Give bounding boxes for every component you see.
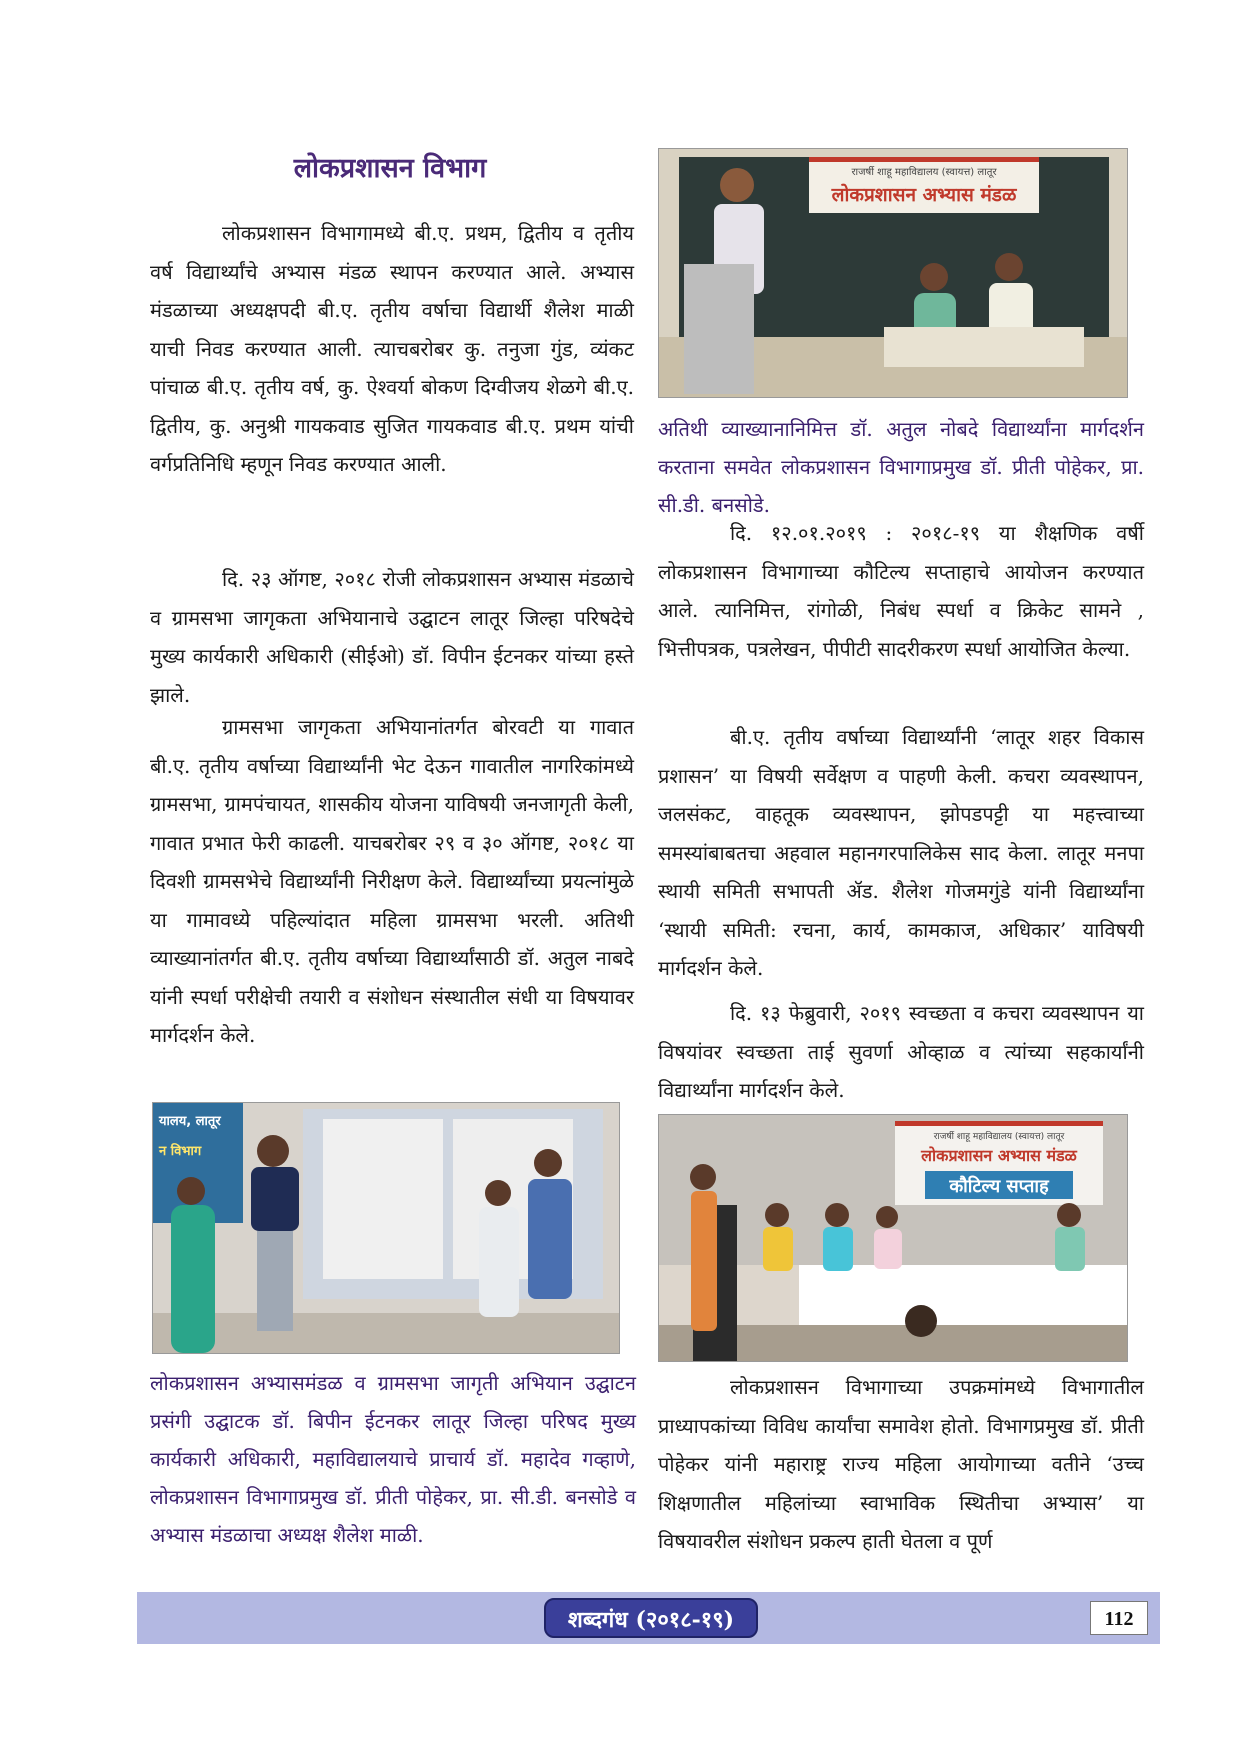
right-paragraph-3: दि. १३ फेब्रुवारी, २०१९ स्वच्छता व कचरा व्यवस्थापन या विषयांवर स्वच्छता ताई सुवर्णा ओव्हाळ व त्यांच्या सहकार्यांनी विद्यार्थ्यांना मार्गदर्शन केले. (658, 1001, 1144, 1102)
page-number: 112 (1090, 1601, 1148, 1635)
photo3-banner-line3: कौटिल्य सप्ताह (949, 1176, 1049, 1197)
right-paragraph-1: दि. १२.०१.२०१९ : २०१८-१९ या शैक्षणिक वर्षी लोकप्रशासन विभागाच्या कौटिल्य सप्ताहाचे आयोजन करण्यात आले. त्यानिमित्त, रांगोळी, निबंध स्पर्धा व क्रिकेट सामने , भित्तीपत्रक, पत्रलेखन, पीपीटी सादरीकरण स्पर्धा आयोजित केल्या. (658, 521, 1144, 661)
photo-inauguration-image (153, 1103, 619, 1353)
photo3-banner-line1: राजर्षी शाहू महाविद्यालय (स्वायत्त) लातूर (933, 1132, 1065, 1142)
right-paragraph-2: बी.ए. तृतीय वर्षाच्या विद्यार्थ्यांनी ‘लातूर शहर विकास प्रशासन’ या विषयी सर्वेक्षण व पाहणी केली. कचरा व्यवस्थापन, जलसंकट, वाहतूक व्यवस्थापन, झोपडपट्टी या महत्त्वाच्या समस्यांबाबतचा अहवाल महानगरपालिकेस साद केला. लातूर मनपा स्थायी समिती सभापती ॲड. शैलेश गोजमगुंडे यांनी विद्यार्थ्यांना ‘स्थायी समिती: रचना, कार्य, कामकाज, अधिकार’ याविषयी मार्गदर्शन केले. (658, 725, 1144, 980)
photo3-banner-line2: लोकप्रशासन अभ्यास मंडळ (921, 1146, 1077, 1165)
photo2-banner-line1: यालय, लातूर (159, 1114, 221, 1129)
photo2-banner-line2: न विभाग (159, 1144, 202, 1159)
photo1-banner-line1: राजर्षी शाहू महाविद्यालय (स्वायत्त) लातूर (851, 167, 997, 178)
photo-kautilya-week (658, 1114, 1128, 1362)
magazine-name: शब्दगंध (२०१८-१९) (544, 1598, 758, 1638)
left-paragraph-3: ग्रामसभा जागृकता अभियानांतर्गत बोरवटी या गावात बी.ए. तृतीय वर्षाच्या विद्यार्थ्यांनी भेट देऊन गावातील नागरिकांमध्ये ग्रामसभा, ग्रामपंचायत, शासकीय योजना याविषयी जनजागृती केली, गावात प्रभात फेरी काढली. याचबरोबर २९ व ३० ऑगष्ट, २०१८ या दिवशी ग्रामसभेचे विद्यार्थ्यांनी निरीक्षण केले. विद्यार्थ्यांच्या प्रयत्नांमुळे या गामावध्ये पहिल्यांदात महिला ग्रामसभा भरली. अतिथी व्याख्यानांतर्गत बी.ए. तृतीय वर्षाच्या विद्यार्थ्यांसाठी डॉ. अतुल नाबदे यांनी स्पर्धा परीक्षेची तयारी व संशोधन संस्थातील संधी या विषयावर मार्गदर्शन केले. (150, 715, 634, 1047)
section-title: लोकप्रशासन विभाग (293, 153, 487, 184)
photo-guest-lecture-image (659, 149, 1127, 397)
photo1-banner-line2: लोकप्रशासन अभ्यास मंडळ (831, 184, 1017, 206)
photo-kautilya-week-image (659, 1115, 1127, 1361)
right-paragraph-4: लोकप्रशासन विभागाच्या उपक्रमांमध्ये विभागातील प्राध्यापकांच्या विविध कार्यांचा समावेश होतो. विभागप्रमुख डॉ. प्रीती पोहेकर यांनी महाराष्ट्र राज्य महिला आयोगाच्या वतीने ‘उच्च शिक्षणातील महिलांच्या स्वाभाविक स्थितीचा अभ्यास’ या विषयावरील संशोधन प्रकल्प हाती घेतला व पूर्ण (658, 1375, 1144, 1553)
left-paragraph-1: लोकप्रशासन विभागामध्ये बी.ए. प्रथम, द्वितीय व तृतीय वर्ष विद्यार्थ्यांचे अभ्यास मंडळ स्थापन करण्यात आले. अभ्यास मंडळाच्या अध्यक्षपदी बी.ए. तृतीय वर्षाचा विद्यार्थी शैलेश माळी याची निवड करण्यात आली. त्याचबरोबर कु. तनुजा गुंड, व्यंकट पांचाळ बी.ए. तृतीय वर्ष, कु. ऐश्वर्या बोकण दिग्वीजय शेळगे बी.ए. द्वितीय, कु. अनुश्री गायकवाड सुजित गायकवाड बी.ए. प्रथम यांची वर्गप्रतिनिधि म्हणून निवड करण्यात आली. (150, 221, 634, 476)
photo-inauguration (152, 1102, 620, 1354)
left-paragraph-2: दि. २३ ऑगष्ट, २०१८ रोजी लोकप्रशासन अभ्यास मंडळाचे व ग्रामसभा जागृकता अभियानाचे उद्घाटन लातूर जिल्हा परिषदेचे मुख्य कार्यकारी अधिकारी (सीईओ) डॉ. विपीन ईटनकर यांच्या हस्ते झाले. (150, 567, 634, 707)
photo2-caption: लोकप्रशासन अभ्यासमंडळ व ग्रामसभा जागृती अभियान उद्घाटन प्रसंगी उद्घाटक डॉ. बिपीन ईटनकर लातूर जिल्हा परिषद मुख्य कार्यकारी अधिकारी, महाविद्यालयाचे प्राचार्य डॉ. महादेव गव्हाणे, लोकप्रशासन विभागाप्रमुख डॉ. प्रीती पोहेकर, प्रा. सी.डी. बनसोडे व अभ्यास मंडळाचा अध्यक्ष शैलेश माळी. (150, 1371, 636, 1547)
photo-guest-lecture (658, 148, 1128, 398)
photo1-caption: अतिथी व्याख्यानानिमित्त डॉ. अतुल नोबदे विद्यार्थ्यांना मार्गदर्शन करताना समवेत लोकप्रशासन विभागाप्रमुख डॉ. प्रीती पोहेकर, प्रा. सी.डी. बनसोडे. (658, 417, 1144, 517)
